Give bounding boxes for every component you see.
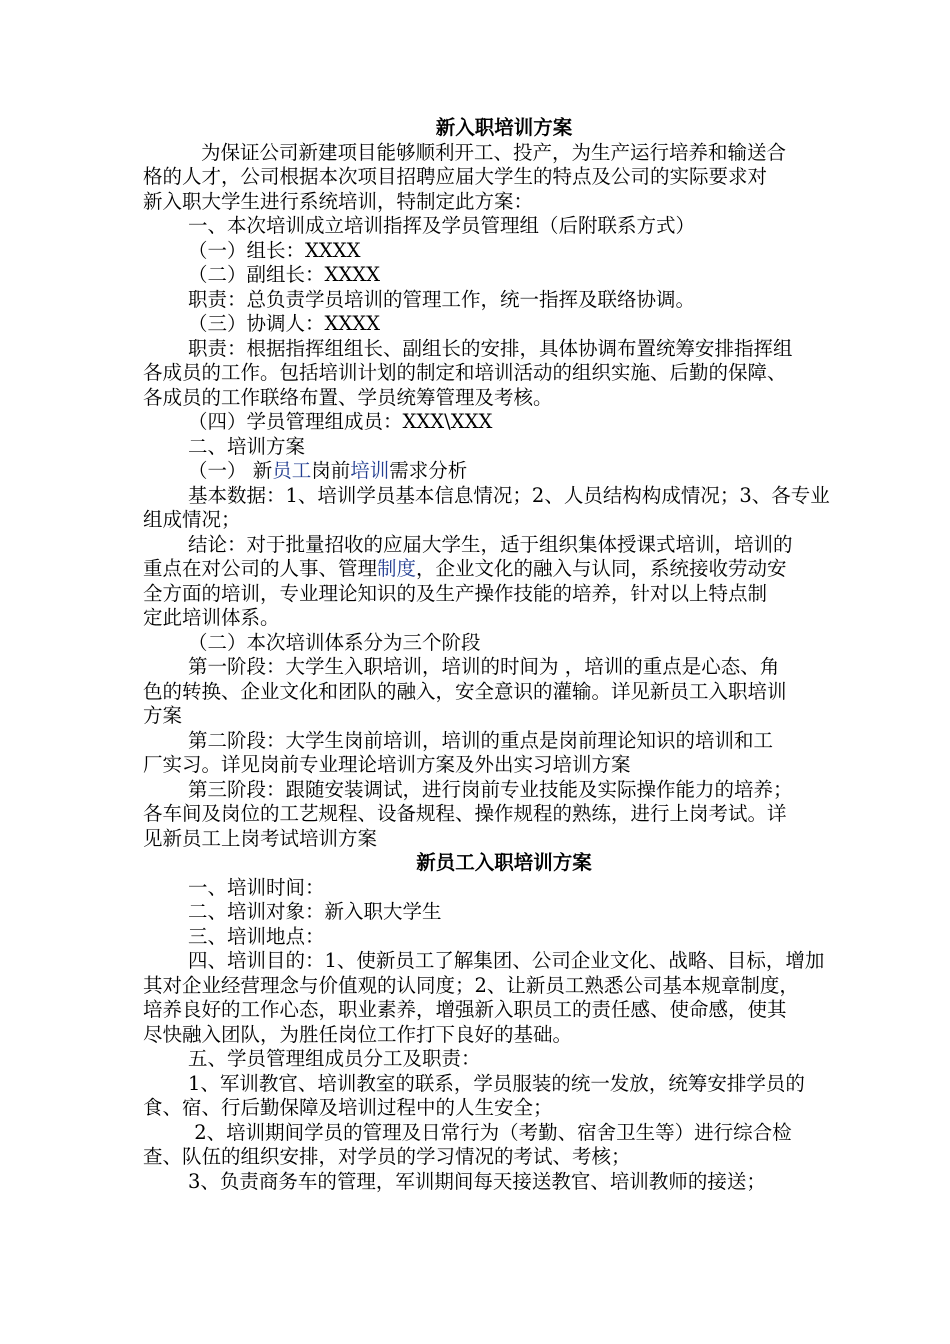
paragraph-line: 3、负责商务车的管理，军训期间每天接送教官、培训教师的接送；	[188, 1169, 766, 1193]
paragraph-line: 全方面的培训，专业理论知识的及生产操作技能的培养，针对以上特点制	[143, 581, 768, 605]
duty-text: 职责：根据指挥组组长、副组长的安排，具体协调布置统筹安排指挥组	[188, 336, 793, 360]
paragraph-line: 第三阶段：跟随安装调试，进行岗前专业技能及实际操作能力的培养；	[188, 777, 793, 801]
paragraph-text: ，企业文化的融入与认同，系统接收劳动安	[416, 557, 787, 580]
list-item: （四）学员管理组成员：XXX\XXX	[188, 410, 493, 433]
paragraph-line: 色的转换、企业文化和团队的融入，安全意识的灌输。详见新员工入职培训	[143, 679, 787, 703]
paragraph-line: 培养良好的工作心态，职业素养，增强新入职员工的责任感、使命感，使其	[143, 998, 787, 1021]
paragraph-line: 见新员工上岗考试培训方案	[143, 826, 378, 850]
duty-text: 各成员的工作。包括培训计划的制定和培训活动的组织实施、后勤的保障、	[143, 361, 787, 384]
paragraph-line: 四、培训目的：1、使新员工了解集团、公司企业文化、战略、目标，增加	[188, 949, 825, 972]
link-employee[interactable]: 员工	[272, 459, 312, 482]
duty-text: 职责：总负责学员培训的管理工作，统一指挥及联络协调。	[188, 287, 696, 311]
subsection-heading	[143, 459, 865, 484]
paragraph-line: 各车间及岗位的工艺规程、设备规程、操作规程的熟练，进行上岗考试。详	[143, 802, 787, 825]
paragraph-text: 重点在对公司的人事、管理	[143, 557, 378, 580]
duty-text: 各成员的工作联络布置、学员统筹管理及考核。	[143, 385, 553, 409]
document-title: 新入职培训方案	[435, 116, 573, 139]
paragraph-line: 1、军训教官、培训教室的联系，学员服装的统一发放，统筹安排学员的	[188, 1071, 805, 1095]
link-training[interactable]: 培训	[350, 459, 390, 482]
intro-line: 格的人才，公司根据本次项目招聘应届大学生的特点及公司的实际要求对	[143, 165, 768, 188]
paragraph-line: 尽快融入团队，为胜任岗位工作打下良好的基础。	[143, 1022, 573, 1046]
paragraph-line: 2、培训期间学员的管理及日常行为（考勤、宿舍卫生等）进行综合检	[188, 1120, 792, 1144]
paragraph-line: 其对企业经营理念与价值观的认同度；2、让新员工熟悉公司基本规章制度，	[143, 973, 799, 997]
subsection-text: （一） 新	[188, 459, 273, 482]
section-heading: 二、培训方案	[188, 434, 306, 458]
section-heading: 二、培训对象：新入职大学生	[188, 900, 442, 923]
section-heading: 一、本次培训成立培训指挥及学员管理组（后附联系方式）	[188, 214, 696, 237]
paragraph-line: 方案	[143, 704, 183, 727]
paragraph-line: 食、宿、行后勤保障及培训过程中的人生安全；	[143, 1096, 553, 1119]
list-item: （三）协调人：XXXX	[188, 312, 381, 335]
paragraph-line: 结论：对于批量招收的应届大学生，适于组织集体授课式培训，培训的	[188, 532, 793, 556]
list-item: （二）副组长：XXXX	[188, 263, 381, 286]
link-system[interactable]: 制度	[377, 557, 417, 580]
subsection-text: 岗前	[311, 459, 351, 482]
section-heading: 五、学员管理组成员分工及职责：	[188, 1047, 481, 1070]
subsection-heading: （二）本次培训体系分为三个阶段	[188, 630, 481, 654]
document-subtitle: 新员工入职培训方案	[416, 851, 592, 874]
paragraph-line: 基本数据：1、培训学员基本信息情况；2、人员结构构成情况；3、各专业	[188, 483, 830, 507]
paragraph-line: 厂实习。详见岗前专业理论培训方案及外出实习培训方案	[143, 753, 631, 776]
list-item: （一）组长：XXXX	[188, 238, 361, 262]
paragraph-line	[143, 557, 865, 582]
intro-line: 新入职大学生进行系统培训，特制定此方案：	[143, 189, 534, 213]
paragraph-line: 第一阶段：大学生入职培训，培训的时间为 ，培训的重点是心态、角	[188, 655, 780, 678]
document-page	[143, 116, 865, 1194]
paragraph-line: 查、队伍的组织安排，对学员的学习情况的考试、考核；	[143, 1145, 631, 1168]
intro-line: 为保证公司新建项目能够顺利开工、投产，为生产运行培养和输送合	[201, 140, 787, 164]
section-heading: 三、培训地点：	[188, 924, 325, 948]
subsection-text: 需求分析	[389, 459, 468, 482]
paragraph-line: 第二阶段：大学生岗前培训，培训的重点是岗前理论知识的培训和工	[188, 728, 774, 752]
paragraph-line: 组成情况；	[143, 508, 241, 531]
section-heading: 一、培训时间：	[188, 875, 325, 899]
paragraph-line: 定此培训体系。	[143, 606, 280, 629]
